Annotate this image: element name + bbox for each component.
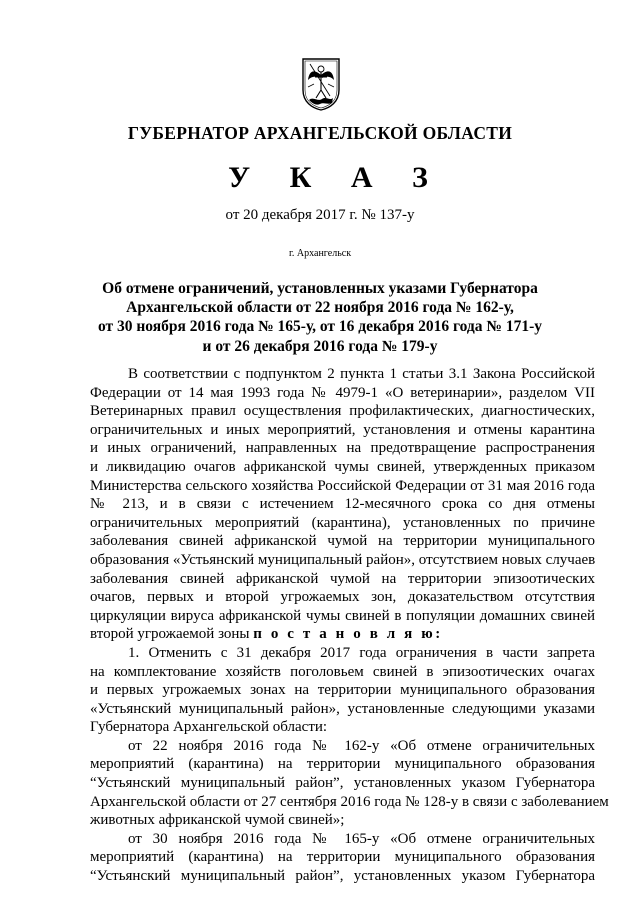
body-line: Федерации от 14 мая 1993 года № 4979-1 «О ветеринарии», разделом VII <box>90 384 595 401</box>
body-line: и иных ограничений, направленных на предотвращение распространения <box>90 440 595 457</box>
body-line: второй угрожаемой зоны <box>90 626 250 643</box>
body-line: на комплектование хозяйств поголовьем свиней в эпизоотических очагах <box>90 663 595 680</box>
body-line: 1. Отменить с 31 декабря 2017 года ограничения в части запрета <box>128 644 595 661</box>
body-line: Архангельской области от 27 сентября 2016 года № 128-у в связи с заболеванием <box>90 793 609 810</box>
body-line: “Устьянский муниципальный район”, установленных указом Губернатора <box>90 868 595 885</box>
body-line: очагов, первых и второй угрожаемых зон, доказательством отсутствия <box>90 589 595 606</box>
body-line: от 30 ноября 2016 года № 165-у «Об отмене ограничительных <box>128 830 595 847</box>
title-line: от 30 ноября 2016 года № 165-у, от 16 декабря 2016 года № 171-у <box>97 318 543 336</box>
body-line: Губернатора Архангельской области: <box>90 719 328 736</box>
body-line: заболевания свиней африканской чумой на территории муниципального <box>90 533 595 550</box>
body-line: Министерства сельского хозяйства Российской Федерации от 31 мая 2016 года <box>90 477 595 494</box>
decree-title <box>0 279 640 356</box>
resolve-word: п о с т а н о в л я ю: <box>253 626 443 643</box>
decree-city: г. Архангельск <box>288 248 352 259</box>
title-line: Архангельской области от 22 ноября 2016 года № 162-у, <box>126 299 514 317</box>
body-line: заболевания свиней африканской чумой на территории эпизоотических <box>90 570 595 587</box>
body-line: от 22 ноября 2016 года № 162-у «Об отмене ограничительных <box>128 737 595 754</box>
body-line: образования «Устьянский муниципальный район», отсутствием новых случаев <box>90 551 596 568</box>
body-line: “Устьянский муниципальный район”, установленных указом Губернатора <box>90 775 595 792</box>
body-line: животных африканской чумой свиней»; <box>90 812 345 829</box>
body-line: и ликвидацию очагов африканской чумы свиней, утвержденных приказом <box>90 458 595 475</box>
issuer-heading: ГУБЕРНАТОР АРХАНГЕЛЬСКОЙ ОБЛАСТИ <box>127 123 513 143</box>
resolve-line <box>90 625 595 644</box>
decree-body <box>90 365 609 886</box>
decree-date-number: от 20 декабря 2017 г. № 137-у <box>225 207 415 223</box>
body-line: «Устьянский муниципальный район», установленные следующими указами <box>90 700 595 717</box>
body-line: Ветеринарных правил осуществления профилактических, диагностических, <box>90 403 595 420</box>
body-line: мероприятий (карантина) на территории муниципального образования <box>90 849 595 866</box>
body-line: мероприятий (карантина) на территории муниципального образования <box>90 756 595 773</box>
title-line: и от 26 декабря 2016 года № 179-у <box>202 337 438 355</box>
body-line: ограничительных мероприятий (карантина), установленных по причине <box>90 514 595 531</box>
title-line: Об отмене ограничений, установленных указами Губернатора <box>102 280 538 297</box>
body-line: ограничительных и иных мероприятий, установления и отмены карантина <box>90 421 595 438</box>
body-line: циркуляции вируса африканской чумы свиней в популяции домашних свиней <box>90 607 595 624</box>
body-line: и первых угрожаемых зонах на территории муниципального образования <box>90 682 595 699</box>
coat-of-arms-emblem <box>300 56 342 112</box>
body-line: № 213, и в связи с истечением 12-месячного срока со дня отмены <box>90 496 595 513</box>
body-line: В соответствии с подпунктом 2 пункта 1 статьи 3.1 Закона Российской <box>128 366 595 382</box>
decree-heading: У К А З <box>228 161 444 194</box>
